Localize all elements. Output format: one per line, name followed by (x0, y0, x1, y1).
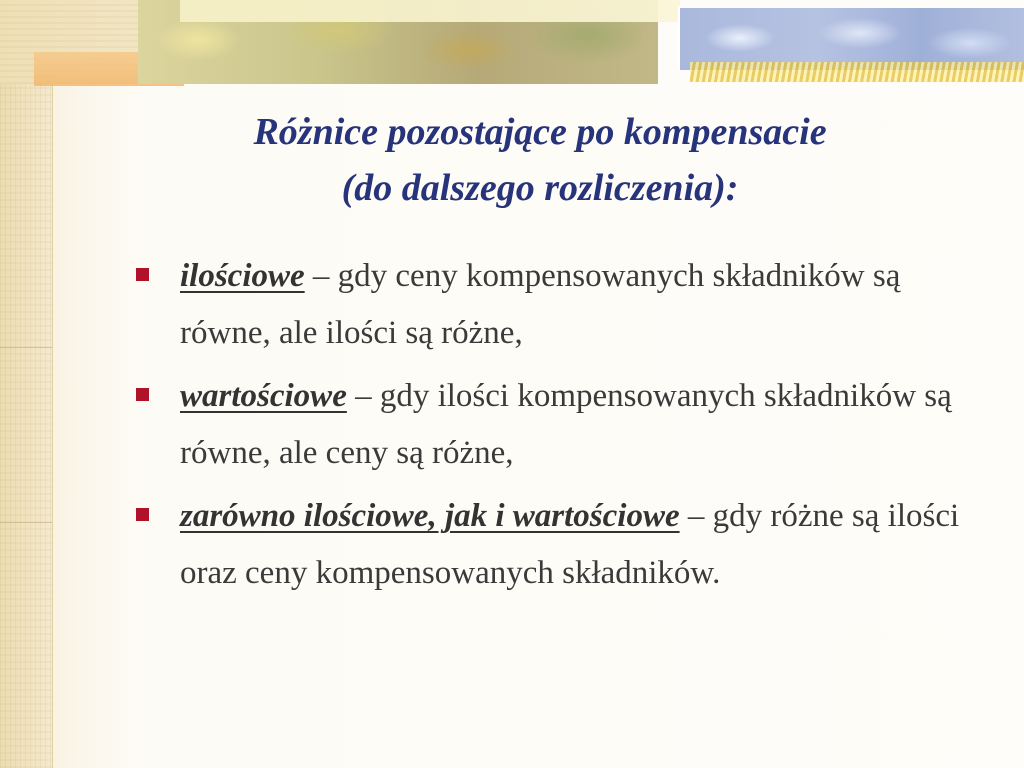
banner-gold-band (690, 62, 1024, 82)
bullet-list (130, 248, 990, 608)
slide-title-line-2: (do dalszego rozliczenia): (341, 167, 739, 209)
bullet-item-ilosciowe (130, 248, 990, 362)
header-decorative-banner (0, 0, 1024, 90)
bullet-term: wartościowe (180, 378, 347, 414)
bullet-item-both (130, 488, 990, 602)
bullet-term: ilościowe (180, 258, 305, 294)
banner-divider (678, 6, 680, 70)
bullet-term: zarówno ilościowe, jak i wartościowe (180, 498, 680, 534)
square-bullet-icon (136, 388, 149, 401)
bullet-text: – gdy ceny kompensowanych składników są równe, ale ilości są różne, (180, 258, 901, 351)
square-bullet-icon (136, 268, 149, 281)
slide-title (100, 104, 980, 216)
slide-title-line-1: Różnice pozostające po kompensacie (253, 111, 827, 153)
banner-cream-band (180, 0, 680, 22)
left-paper-strip (0, 0, 53, 768)
paper-seam (0, 522, 52, 523)
square-bullet-icon (136, 508, 149, 521)
banner-blue-image (680, 8, 1024, 70)
bullet-text: – gdy ilości kompensowanych składników są równe, ale ceny są różne, (180, 378, 952, 471)
bullet-item-wartosciowe (130, 368, 990, 482)
bullet-text: – gdy różne są ilości oraz ceny kompensowanych składników. (180, 498, 960, 591)
paper-seam (0, 347, 52, 348)
